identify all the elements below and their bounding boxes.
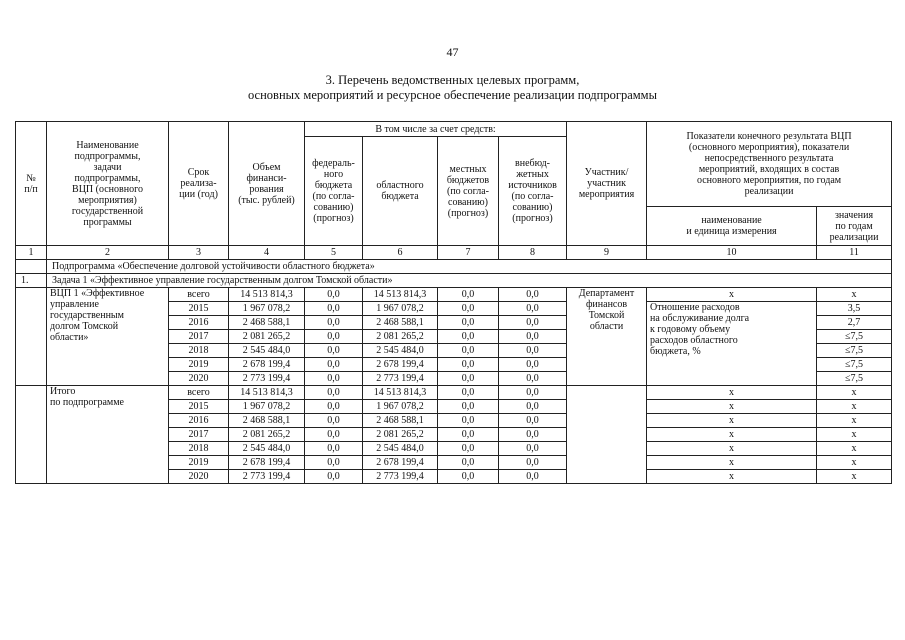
header-regional: областного бюджета	[363, 137, 438, 246]
volume-cell: 2 678 199,4	[229, 358, 305, 372]
year-cell: 2020	[169, 372, 229, 386]
regional-cell: 1 967 078,2	[363, 400, 438, 414]
task-title: Задача 1 «Эффективное управление государственным долгом Томской области»	[47, 274, 892, 288]
header-term: Срок реализа- ции (год)	[169, 122, 229, 246]
extrabudget-cell: 0,0	[499, 288, 567, 302]
regional-cell: 14 513 814,3	[363, 288, 438, 302]
extrabudget-cell: 0,0	[499, 400, 567, 414]
year-cell: 2016	[169, 414, 229, 428]
extrabudget-cell: 0,0	[499, 344, 567, 358]
year-cell: 2018	[169, 442, 229, 456]
vcp-section	[16, 288, 892, 386]
extrabudget-cell: 0,0	[499, 372, 567, 386]
title-line-2: основных мероприятий и ресурсное обеспечение реализации подпрограммы	[248, 88, 657, 102]
local-cell: 0,0	[438, 428, 499, 442]
column-number: 8	[499, 246, 567, 260]
header-row-1	[16, 122, 892, 137]
local-cell: 0,0	[438, 372, 499, 386]
volume-cell: 2 081 265,2	[229, 428, 305, 442]
local-cell: 0,0	[438, 414, 499, 428]
extrabudget-cell: 0,0	[499, 330, 567, 344]
column-number: 6	[363, 246, 438, 260]
indicator-name-cell: Отношение расходов на обслуживание долга к годовому объему расходов областного бюджета, %	[647, 302, 817, 386]
year-cell: 2020	[169, 470, 229, 484]
local-cell: 0,0	[438, 330, 499, 344]
subprogram-title: Подпрограмма «Обеспечение долговой устойчивости областного бюджета»	[47, 260, 892, 274]
column-number: 4	[229, 246, 305, 260]
regional-cell: 2 081 265,2	[363, 330, 438, 344]
column-number: 1	[16, 246, 47, 260]
federal-cell: 0,0	[305, 414, 363, 428]
header-indicator-name: наименование и единица измерения	[647, 207, 817, 246]
year-cell: 2019	[169, 358, 229, 372]
regional-cell: 14 513 814,3	[363, 386, 438, 400]
federal-cell: 0,0	[305, 442, 363, 456]
volume-cell: 2 468 588,1	[229, 414, 305, 428]
header-indicators-group: Показатели конечного результата ВЦП (основного мероприятия), показатели непосредственного результата мероприятий, входящих в состав основного мероприятия, по годам реализации	[647, 122, 892, 207]
task-num: 1.	[16, 274, 47, 288]
subprogram-num-cell	[16, 260, 47, 274]
year-cell: 2016	[169, 316, 229, 330]
local-cell: 0,0	[438, 470, 499, 484]
year-cell: всего	[169, 386, 229, 400]
regional-cell: 2 678 199,4	[363, 456, 438, 470]
indicator-name-cell: х	[647, 456, 817, 470]
volume-cell: 2 545 484,0	[229, 442, 305, 456]
extrabudget-cell: 0,0	[499, 358, 567, 372]
indicator-value-cell: ≤7,5	[817, 372, 892, 386]
indicator-name-cell: х	[647, 288, 817, 302]
indicator-value-cell: х	[817, 428, 892, 442]
extrabudget-cell: 0,0	[499, 428, 567, 442]
table-row	[16, 288, 892, 302]
indicator-name-cell: х	[647, 386, 817, 400]
vcp-name: ВЦП 1 «Эффективное управление государственным долгом Томской области»	[47, 288, 169, 386]
column-number: 5	[305, 246, 363, 260]
extrabudget-cell: 0,0	[499, 316, 567, 330]
extrabudget-cell: 0,0	[499, 414, 567, 428]
extrabudget-cell: 0,0	[499, 386, 567, 400]
federal-cell: 0,0	[305, 386, 363, 400]
year-cell: всего	[169, 288, 229, 302]
indicator-value-cell: ≤7,5	[817, 358, 892, 372]
subprogram-row	[16, 260, 892, 274]
indicator-value-cell: 2,7	[817, 316, 892, 330]
column-numbers-row	[16, 246, 892, 260]
year-cell: 2015	[169, 400, 229, 414]
volume-cell: 14 513 814,3	[229, 288, 305, 302]
year-cell: 2017	[169, 428, 229, 442]
federal-cell: 0,0	[305, 358, 363, 372]
page-number: 47	[446, 45, 459, 59]
column-number: 11	[817, 246, 892, 260]
regional-cell: 2 678 199,4	[363, 358, 438, 372]
federal-cell: 0,0	[305, 428, 363, 442]
column-number: 3	[169, 246, 229, 260]
local-cell: 0,0	[438, 456, 499, 470]
program-table	[15, 121, 892, 484]
extrabudget-cell: 0,0	[499, 456, 567, 470]
regional-cell: 2 773 199,4	[363, 470, 438, 484]
indicator-name-cell: х	[647, 470, 817, 484]
indicator-name-cell: х	[647, 400, 817, 414]
local-cell: 0,0	[438, 386, 499, 400]
indicator-value-cell: х	[817, 288, 892, 302]
local-cell: 0,0	[438, 400, 499, 414]
header-num: № п/п	[16, 122, 47, 246]
header-federal: федераль- ного бюджета (по согла- сованию) (прогноз)	[305, 137, 363, 246]
participant-cell	[567, 386, 647, 484]
indicator-value-cell: х	[817, 386, 892, 400]
extrabudget-cell: 0,0	[499, 442, 567, 456]
volume-cell: 2 773 199,4	[229, 372, 305, 386]
local-cell: 0,0	[438, 344, 499, 358]
indicator-value-cell: х	[817, 470, 892, 484]
total-section	[16, 386, 892, 484]
indicator-value-cell: ≤7,5	[817, 344, 892, 358]
header-local: местных бюджетов (по согла- сованию) (прогноз)	[438, 137, 499, 246]
header-volume: Объем финанси- рования (тыс. рублей)	[229, 122, 305, 246]
local-cell: 0,0	[438, 442, 499, 456]
regional-cell: 1 967 078,2	[363, 302, 438, 316]
participant-cell: Департамент финансов Томской области	[567, 288, 647, 386]
local-cell: 0,0	[438, 358, 499, 372]
indicator-value-cell: х	[817, 442, 892, 456]
federal-cell: 0,0	[305, 400, 363, 414]
federal-cell: 0,0	[305, 470, 363, 484]
regional-cell: 2 773 199,4	[363, 372, 438, 386]
column-number: 2	[47, 246, 169, 260]
task-row	[16, 274, 892, 288]
column-number: 9	[567, 246, 647, 260]
indicator-value-cell: ≤7,5	[817, 330, 892, 344]
federal-cell: 0,0	[305, 344, 363, 358]
indicator-value-cell: х	[817, 414, 892, 428]
column-number: 10	[647, 246, 817, 260]
federal-cell: 0,0	[305, 288, 363, 302]
year-cell: 2017	[169, 330, 229, 344]
extrabudget-cell: 0,0	[499, 470, 567, 484]
volume-cell: 2 773 199,4	[229, 470, 305, 484]
volume-cell: 2 545 484,0	[229, 344, 305, 358]
regional-cell: 2 545 484,0	[363, 442, 438, 456]
indicator-value-cell: х	[817, 400, 892, 414]
year-cell: 2019	[169, 456, 229, 470]
regional-cell: 2 468 588,1	[363, 316, 438, 330]
header-extrabudget: внебюд- жетных источников (по согла- сованию) (прогноз)	[499, 137, 567, 246]
federal-cell: 0,0	[305, 330, 363, 344]
num-cell	[16, 288, 47, 386]
volume-cell: 1 967 078,2	[229, 400, 305, 414]
volume-cell: 2 678 199,4	[229, 456, 305, 470]
federal-cell: 0,0	[305, 372, 363, 386]
volume-cell: 14 513 814,3	[229, 386, 305, 400]
indicator-value-cell: х	[817, 456, 892, 470]
federal-cell: 0,0	[305, 456, 363, 470]
num-cell	[16, 386, 47, 484]
indicator-name-cell: х	[647, 442, 817, 456]
header-funds-group: В том числе за счет средств:	[305, 122, 567, 137]
extrabudget-cell: 0,0	[499, 302, 567, 316]
table-row	[16, 386, 892, 400]
volume-cell: 2 081 265,2	[229, 330, 305, 344]
federal-cell: 0,0	[305, 302, 363, 316]
total-name: Итого по подпрограмме	[47, 386, 169, 484]
local-cell: 0,0	[438, 302, 499, 316]
year-cell: 2015	[169, 302, 229, 316]
indicator-value-cell: 3,5	[817, 302, 892, 316]
local-cell: 0,0	[438, 316, 499, 330]
regional-cell: 2 081 265,2	[363, 428, 438, 442]
year-cell: 2018	[169, 344, 229, 358]
indicator-name-cell: х	[647, 414, 817, 428]
federal-cell: 0,0	[305, 316, 363, 330]
header-participant: Участник/ участник мероприятия	[567, 122, 647, 246]
column-number: 7	[438, 246, 499, 260]
volume-cell: 1 967 078,2	[229, 302, 305, 316]
regional-cell: 2 545 484,0	[363, 344, 438, 358]
header-indicator-values: значения по годам реализации	[817, 207, 892, 246]
regional-cell: 2 468 588,1	[363, 414, 438, 428]
local-cell: 0,0	[438, 288, 499, 302]
page-title	[0, 73, 905, 103]
title-line-1: 3. Перечень ведомственных целевых программ,	[325, 73, 580, 87]
indicator-name-cell: х	[647, 428, 817, 442]
header-name: Наименование подпрограммы, задачи подпрограммы, ВЦП (основного мероприятия) государственной программы	[47, 122, 169, 246]
volume-cell: 2 468 588,1	[229, 316, 305, 330]
